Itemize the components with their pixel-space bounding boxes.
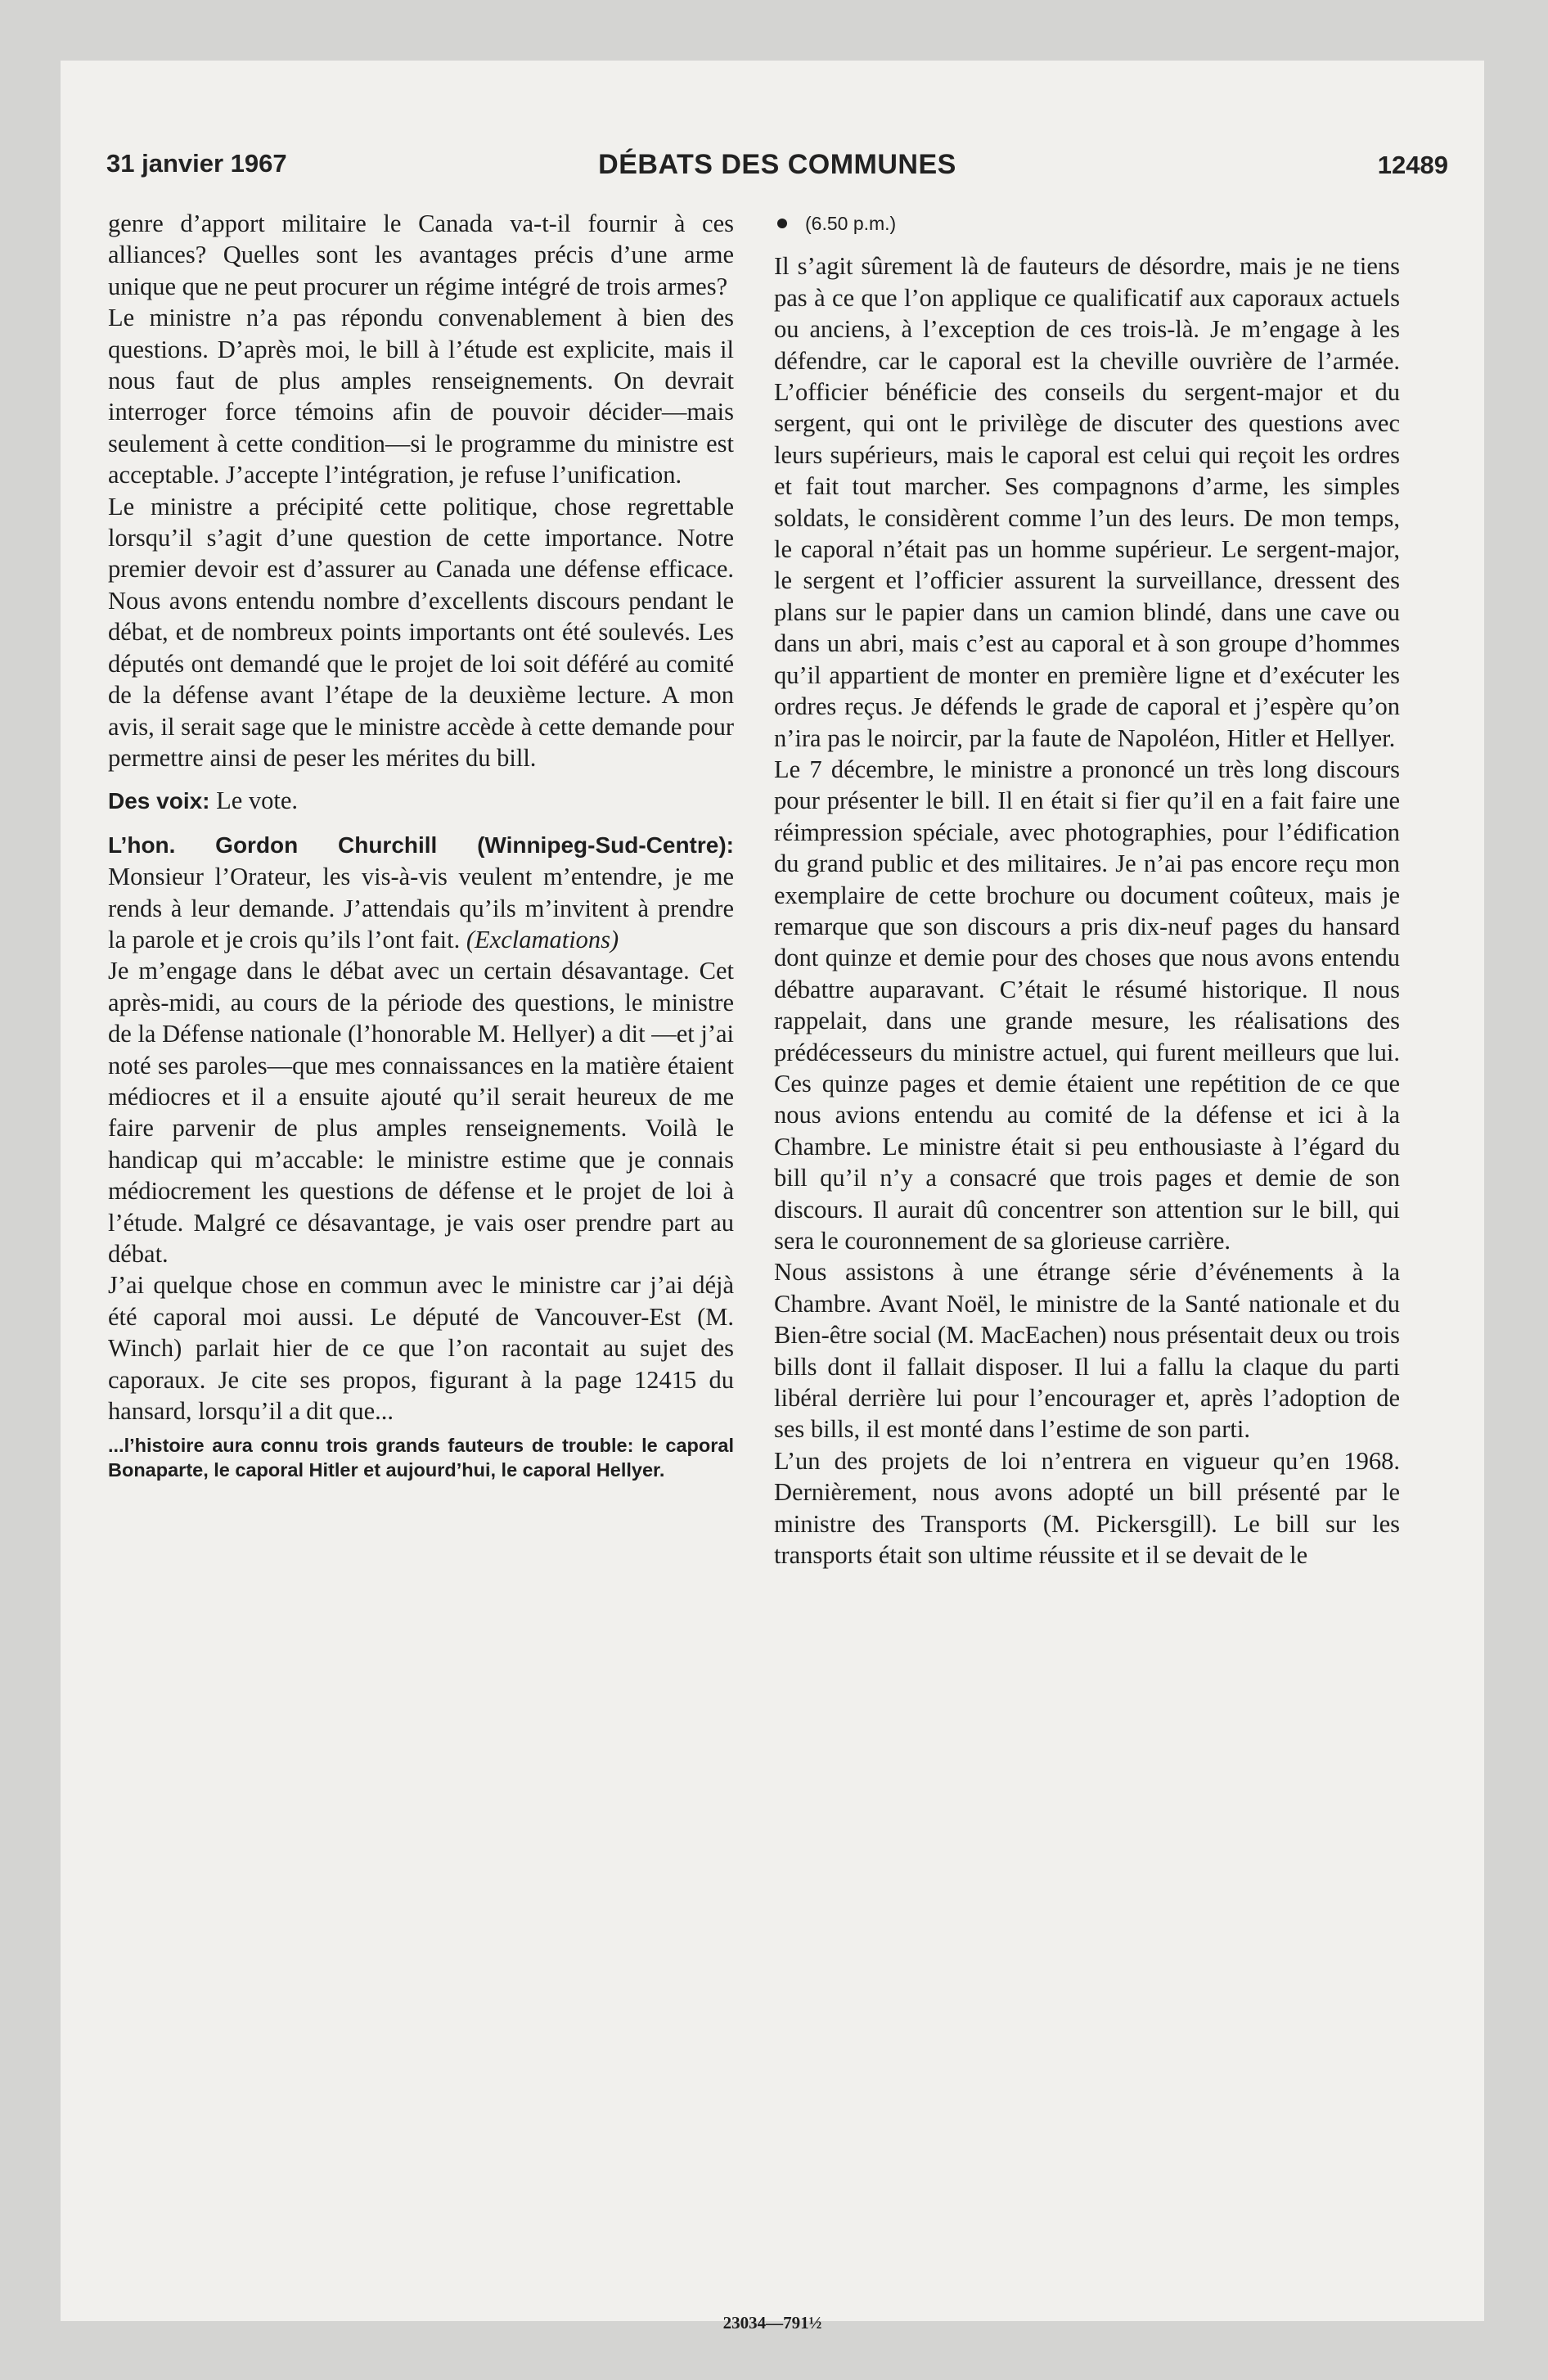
voices-text: Le vote. — [216, 787, 299, 815]
header-page-number: 12489 — [1377, 151, 1448, 179]
left-column — [108, 208, 734, 1482]
time-mark-text: (6.50 p.m.) — [805, 213, 897, 234]
time-mark — [774, 208, 1400, 239]
paragraph: Il s’agit sûrement là de fauteurs de désordre, mais je ne tiens pas à ce que l’on applique ce qualificatif aux caporaux actuels ou anciens, à l’exception de ces trois-là. Je m’engage à les défendre, car le caporal est la cheville ouvrière de l’armée. L’officier bénéficie des conseils du sergent-major et du sergent, qui ont le privilège de discuter des questions avec leurs supérieurs, mais le caporal est celui qui reçoit les ordres et fait tout marcher. Ses compagnons d’arme, les simples soldats, le considèrent comme l’un des leurs. De mon temps, le caporal n’était pas un homme supérieur. Le sergent-major, le sergent et l’officier assurent la surveillance, dressent des plans sur le papier dans un camion blindé, dans une cave ou dans un abri, mais c’est au caporal et à son groupe d’hommes qu’il appartient de monter en première ligne et d’exécuter les ordres reçus. Je défends le grade de caporal et j’espère qu’on n’ira pas le noircir, par la faute de Napoléon, Hitler et Hellyer. — [774, 252, 1400, 752]
paragraph: genre d’apport militaire le Canada va-t-il fournir à ces alliances? Quelles sont les avantages précis d’une arme unique que ne peut procurer un régime intégré de trois armes? — [108, 210, 734, 300]
block-quote: ...l’histoire aura connu trois grands fauteurs de trouble: le caporal Bonaparte, le caporal Hitler et aujourd’hui, le caporal Hellyer. — [108, 1435, 734, 1481]
paragraph: Le ministre a précipité cette politique, chose regrettable lorsqu’il s’agit d’une question de cette importance. Notre premier devoir est d’assurer au Canada une défense efficace. Nous avons entendu nombre d’excellents discours pendant le débat, et de nombreux points importants ont été soulevés. Les députés ont demandé que le projet de loi soit déféré au comité de la défense avant l’étape de la deuxième lecture. A mon avis, il serait sage que le ministre accède à cette demande pour permettre ainsi de peser les mérites du bill. — [108, 492, 734, 772]
paragraph: Le 7 décembre, le ministre a prononcé un très long discours pour présenter le bill. Il en était si fier qu’il en a fait faire une réimpression spéciale, avec photographies, pour l’édification du grand public et des militaires. Je n’ai pas encore reçu mon exemplaire de cette brochure ou document coûteux, mais je remarque que son discours a pris dix-neuf pages du hansard dont quinze et demie pour des choses que nous avons entendu débattre auparavant. C’était le résumé historique. Il nous rappelait, dans une grande mesure, les réalisations des prédécesseurs du ministre actuel, qui furent meilleurs que lui. Ces quinze pages et demie étaient une repétition de ce que nous avions entendu au comité de la défense et ici à la Chambre. Le ministre était si peu enthousiaste à l’égard du bill qu’il n’y a consacré que trois pages et demie de son discours. Il aurait dû concentrer son attention sur le bill, qui sera le couronnement de sa glorieuse carrière. — [774, 755, 1400, 1255]
exclamations: (Exclamations) — [466, 925, 619, 953]
header-date: 31 janvier 1967 — [106, 149, 287, 178]
speech-text: Monsieur l’Orateur, les vis-à-vis veulent m’entendre, je me rends à leur demande. J’attendais qu’ils m’invitent à prendre la parole et je crois qu’ils l’ont fait. — [108, 863, 734, 953]
header-title: DÉBATS DES COMMUNES — [598, 149, 956, 180]
footer-code: 23034—791½ — [722, 2313, 822, 2333]
bullet-icon — [777, 219, 787, 228]
right-column — [774, 208, 1400, 1571]
paragraph: Le ministre n’a pas répondu convenablement à bien des questions. D’après moi, le bill à l’étude est explicite, mais il nous faut de plus amples renseignements. On devrait interroger force témoins afin de pouvoir décider—mais seulement à cette condition—si le programme du ministre est acceptable. J’accepte l’intégration, je refuse l’unification. — [108, 304, 734, 489]
paragraph: L’un des projets de loi n’entrera en vigueur qu’en 1968. Dernièrement, nous avons adopté un bill présenté par le ministre des Transports (M. Pickersgill). Le bill sur les transports était son ultime réussite et il se devait de le — [774, 1446, 1400, 1570]
speaker-label: Des voix: — [108, 788, 210, 814]
page-sheet — [61, 61, 1484, 2333]
speech-paragraph — [108, 829, 734, 956]
paragraph: J’ai quelque chose en commun avec le ministre car j’ai déjà été caporal moi aussi. Le député de Vancouver-Est (M. Winch) parlait hier de ce que l’on racontait au sujet des caporaux. Je cite ses propos, figurant à la page 12415 du hansard, lorsqu’il a dit que... — [108, 1271, 734, 1426]
speaker-name: L’hon. Gordon Churchill (Winnipeg-Sud-Centre): — [108, 832, 734, 858]
paragraph: Je m’engage dans le débat avec un certain désavantage. Cet après-midi, au cours de la période des questions, le ministre de la Défense nationale (l’honorable M. Hellyer) a dit —et j’ai noté ses paroles—que mes connaissances en la matière étaient médiocres et il a ensuite ajouté qu’il serait heureux de me faire parvenir de plus amples renseignements. Voilà le handicap qui m’accable: le ministre estime que je connais médiocrement les questions de défense et le projet de loi à l’étude. Malgré ce désavantage, je vais oser prendre part au débat. — [108, 957, 734, 1268]
page-header — [106, 149, 1448, 190]
paragraph: Nous assistons à une étrange série d’événements à la Chambre. Avant Noël, le ministre de la Santé nationale et du Bien-être social (M. MacEachen) nous présentait deux ou trois bills dont il fallait disposer. Il lui a fallu la claque du parti libéral derrière lui pour l’encourager et, après l’adoption de ses bills, il est monté dans l’estime de son parti. — [774, 1258, 1400, 1444]
voices-line — [108, 785, 734, 817]
